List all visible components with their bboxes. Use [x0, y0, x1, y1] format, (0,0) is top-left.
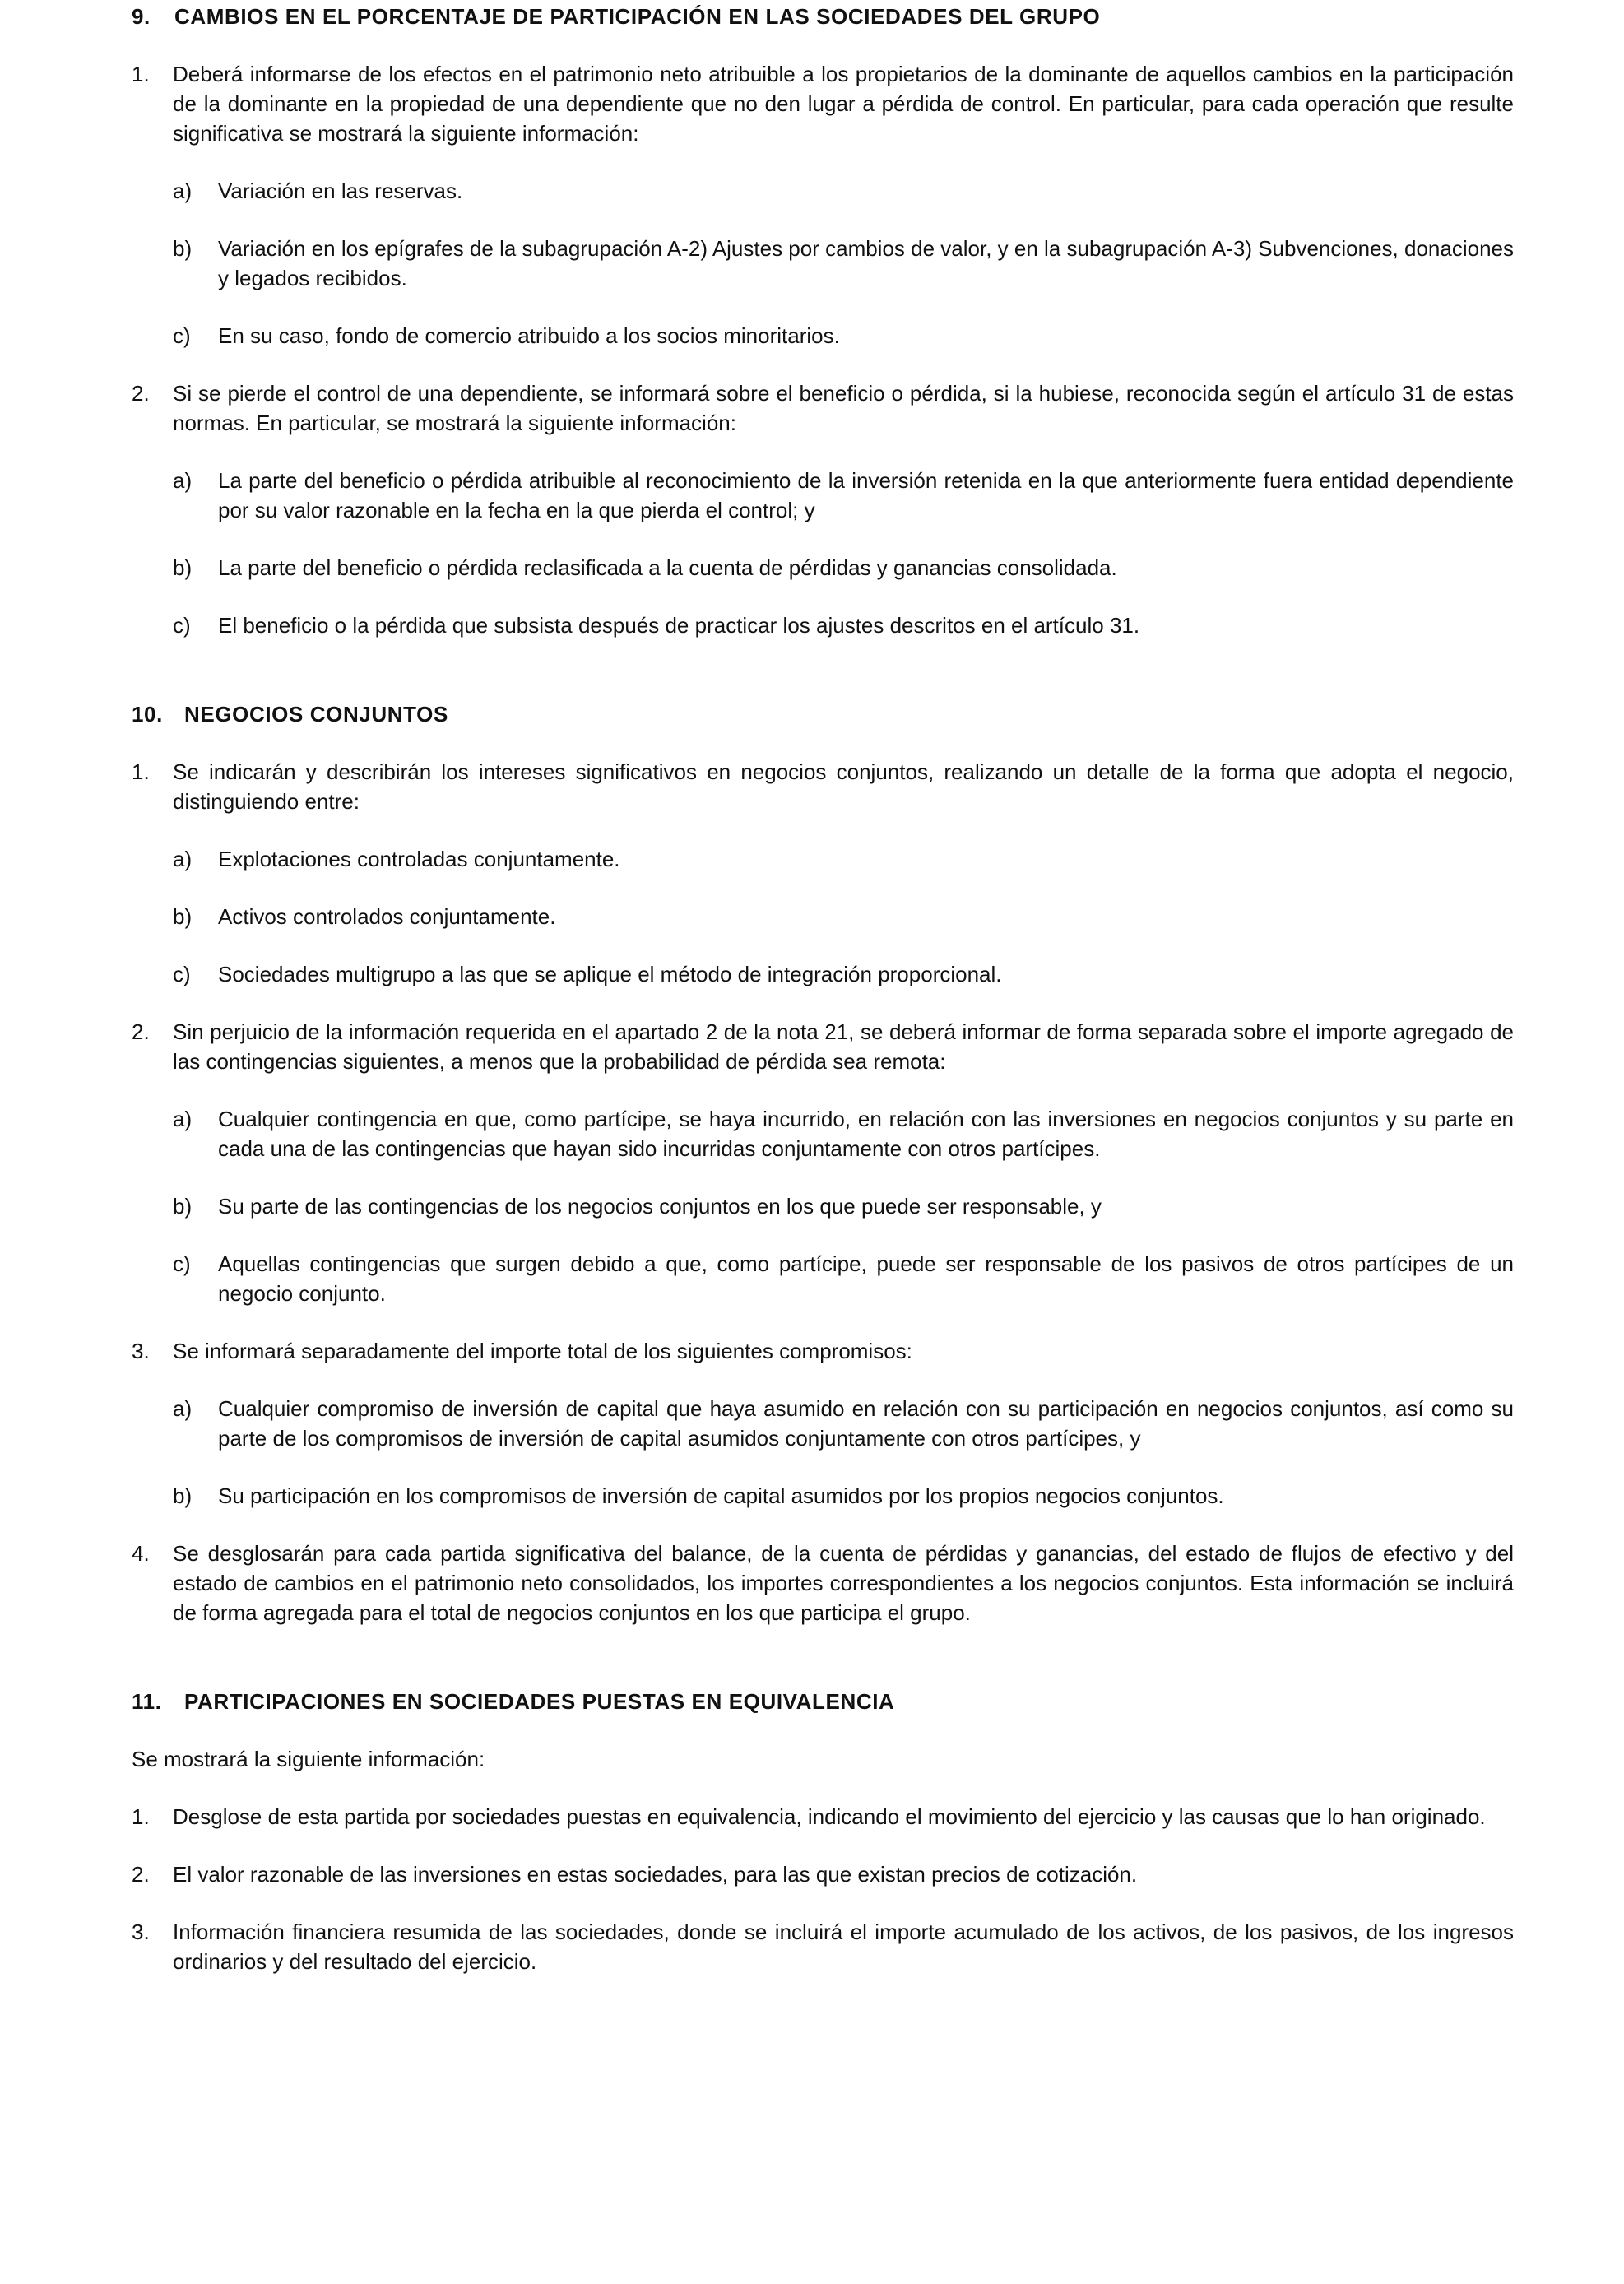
list-item	[132, 59, 1514, 148]
sub-item-marker: c)	[173, 962, 191, 986]
sub-item-marker: b)	[173, 904, 193, 929]
sub-item-text: Variación en los epígrafes de la subagrupación A-2) Ajustes por cambios de valor, y en la subagrupación A-3) Subvenciones, donaciones y legados recibidos.	[218, 236, 1514, 290]
section-title: PARTICIPACIONES EN SOCIEDADES PUESTAS EN EQUIVALENCIA	[184, 1689, 895, 1714]
sub-item	[132, 466, 1514, 525]
item-text: Se indicarán y describirán los intereses significativos en negocios conjuntos, realizando un detalle de la forma que adopta el negocio, distinguiendo entre:	[173, 759, 1514, 814]
sub-item-marker: c)	[173, 613, 191, 638]
section-title: NEGOCIOS CONJUNTOS	[184, 702, 448, 727]
list-item	[132, 1017, 1514, 1076]
item-text: Desglose de esta partida por sociedades puestas en equivalencia, indicando el movimiento del ejercicio y las causas que lo han originado.	[173, 1804, 1486, 1829]
sub-item-marker: a)	[173, 179, 193, 203]
section-title: CAMBIOS EN EL PORCENTAJE DE PARTICIPACIÓN EN LAS SOCIEDADES DEL GRUPO	[174, 4, 1101, 29]
sub-item-text: Activos controlados conjuntamente.	[218, 904, 556, 929]
item-text: Sin perjuicio de la información requerida en el apartado 2 de la nota 21, se deberá informar de forma separada sobre el importe agregado de las contingencias siguientes, a menos que la probabilidad de pérdida sea remota:	[173, 1019, 1514, 1074]
sub-item	[132, 610, 1514, 640]
item-marker: 2.	[132, 1019, 150, 1044]
sub-item-marker: c)	[173, 323, 191, 348]
sub-item	[132, 1481, 1514, 1511]
sub-item	[132, 1394, 1514, 1453]
sub-item-marker: a)	[173, 847, 193, 871]
item-marker: 4.	[132, 1541, 150, 1566]
sub-item-marker: a)	[173, 1396, 193, 1421]
sub-item-marker: b)	[173, 236, 193, 261]
sub-item-text: La parte del beneficio o pérdida reclasificada a la cuenta de pérdidas y ganancias consolidada.	[218, 555, 1117, 580]
list-item	[132, 757, 1514, 816]
sub-item-marker: b)	[173, 1483, 193, 1508]
item-marker: 2.	[132, 1862, 150, 1887]
sub-item-text: La parte del beneficio o pérdida atribuible al reconocimiento de la inversión retenida en la que anteriormente fuera entidad dependiente por su valor razonable en la fecha en la que pierda el control; y	[218, 468, 1514, 522]
section-number: 9.	[132, 4, 151, 29]
sub-item-marker: a)	[173, 468, 193, 493]
item-text: Si se pierde el control de una dependiente, se informará sobre el beneficio o pérdida, si la hubiese, reconocida según el artículo 31 de estas normas. En particular, se mostrará la siguiente información:	[173, 381, 1514, 435]
list-item	[132, 1802, 1514, 1831]
section-heading	[132, 699, 1514, 729]
sub-item	[132, 844, 1514, 874]
sub-item	[132, 321, 1514, 350]
sub-item-marker: b)	[173, 1194, 193, 1219]
item-marker: 2.	[132, 381, 150, 406]
sub-item	[132, 553, 1514, 583]
item-text: Se desglosarán para cada partida significativa del balance, de la cuenta de pérdidas y ganancias, del estado de flujos de efectivo y del estado de cambios en el patrimonio neto consolidados, los importes correspondientes a los negocios conjuntos. Esta información se incluirá de forma agregada para el total de negocios conjuntos en los que participa el grupo.	[173, 1541, 1514, 1625]
sub-item-text: Cualquier compromiso de inversión de capital que haya asumido en relación con su participación en negocios conjuntos, así como su parte de los compromisos de inversión de capital asumidos conjuntamente con otros partícipes, y	[218, 1396, 1514, 1451]
sub-item-text: Aquellas contingencias que surgen debido a que, como partícipe, puede ser responsable de los pasivos de otros partícipes de un negocio conjunto.	[218, 1251, 1514, 1306]
list-item	[132, 1336, 1514, 1366]
sub-item-text: En su caso, fondo de comercio atribuido a los socios minoritarios.	[218, 323, 840, 348]
section-heading	[132, 2, 1514, 31]
section-number: 10.	[132, 702, 163, 727]
item-text: Deberá informarse de los efectos en el patrimonio neto atribuible a los propietarios de la dominante de aquellos cambios en la participación de la dominante en la propiedad de una dependiente que no den lugar a pérdida de control. En particular, para cada operación que resulte significativa se mostrará la siguiente información:	[173, 62, 1514, 146]
sub-item-marker: c)	[173, 1251, 191, 1276]
sub-item	[132, 902, 1514, 931]
item-marker: 1.	[132, 1804, 150, 1829]
list-item	[132, 378, 1514, 438]
item-text: Información financiera resumida de las sociedades, donde se incluirá el importe acumulado de los activos, de los pasivos, de los ingresos ordinarios y del resultado del ejercicio.	[173, 1920, 1514, 1974]
section-number: 11.	[132, 1689, 162, 1714]
item-marker: 1.	[132, 62, 150, 86]
sub-item	[132, 1191, 1514, 1221]
sub-item-marker: a)	[173, 1107, 193, 1131]
item-text: Se informará separadamente del importe total de los siguientes compromisos:	[173, 1339, 912, 1363]
document-page	[132, 2, 1514, 1976]
section-11	[132, 1687, 1514, 1976]
section-intro: Se mostrará la siguiente información:	[132, 1747, 485, 1771]
section-heading	[132, 1687, 1514, 1716]
sub-item-text: Explotaciones controladas conjuntamente.	[218, 847, 620, 871]
list-item	[132, 1859, 1514, 1889]
sub-item	[132, 234, 1514, 293]
sub-item-text: Sociedades multigrupo a las que se aplique el método de integración proporcional.	[218, 962, 1002, 986]
sub-item-text: El beneficio o la pérdida que subsista después de practicar los ajustes descritos en el artículo 31.	[218, 613, 1140, 638]
sub-item-text: Su parte de las contingencias de los negocios conjuntos en los que puede ser responsable, y	[218, 1194, 1102, 1219]
item-marker: 1.	[132, 759, 150, 784]
sub-item-text: Su participación en los compromisos de inversión de capital asumidos por los propios negocios conjuntos.	[218, 1483, 1224, 1508]
item-marker: 3.	[132, 1920, 150, 1944]
sub-item-text: Variación en las reservas.	[218, 179, 463, 203]
list-item	[132, 1917, 1514, 1976]
sub-item	[132, 1249, 1514, 1308]
sub-item	[132, 959, 1514, 989]
sub-item-text: Cualquier contingencia en que, como partícipe, se haya incurrido, en relación con las inversiones en negocios conjuntos y su parte en cada una de las contingencias que hayan sido incurridas conjuntamente con otros partícipes.	[218, 1107, 1514, 1161]
sub-item	[132, 1104, 1514, 1163]
item-text: El valor razonable de las inversiones en estas sociedades, para las que existan precios de cotización.	[173, 1862, 1138, 1887]
sub-item	[132, 176, 1514, 206]
section-10	[132, 699, 1514, 1627]
sub-item-marker: b)	[173, 555, 193, 580]
section-9	[132, 2, 1514, 640]
list-item	[132, 1539, 1514, 1627]
item-marker: 3.	[132, 1339, 150, 1363]
